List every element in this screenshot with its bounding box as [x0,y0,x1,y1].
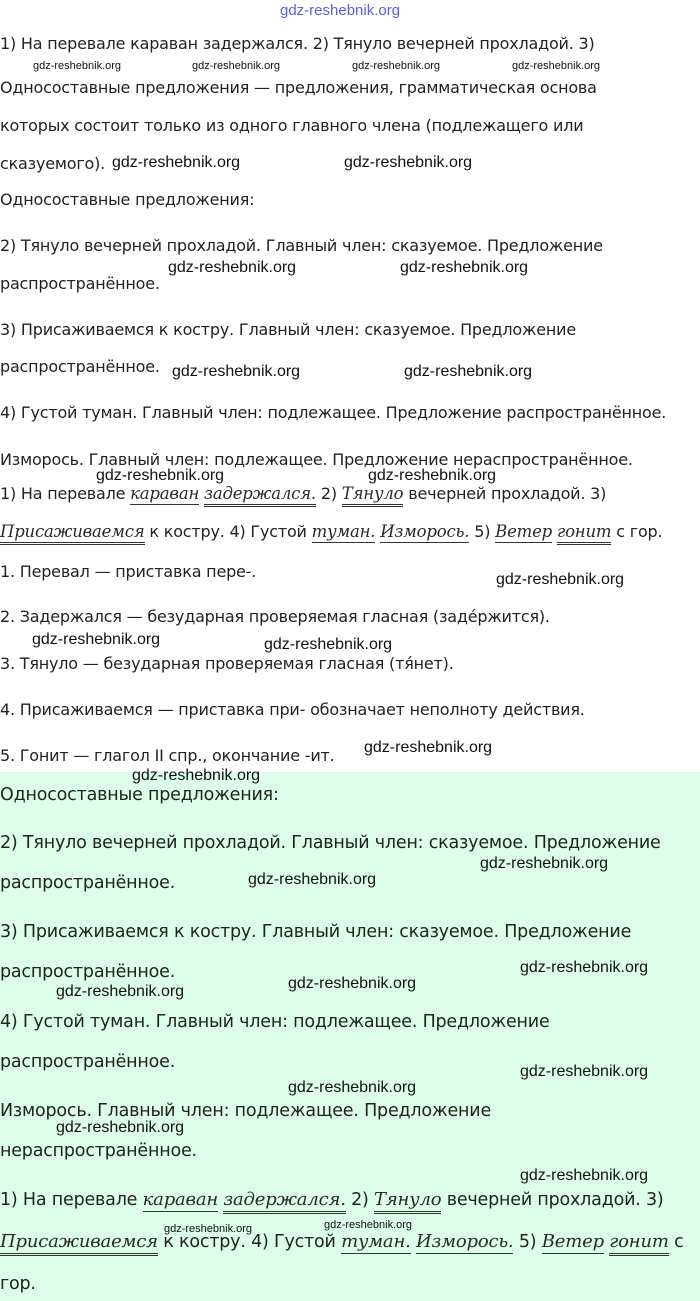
task-sentences: 1) На перевале караван задержался. 2) Тянуло вечерней прохладой. 3) [0,34,595,53]
definition-line: которых состоит только из одного главного члена (подлежащего или [0,116,584,135]
watermark: gdz-reshebnik.org [512,60,601,72]
analysis-line: Изморось. Главный член: подлежащее. Предложение нераспространённое. [0,450,633,469]
subject-word: Изморось. [380,522,470,541]
watermark: gdz-reshebnik.org [344,154,473,171]
definition-line: сказуемого). [0,154,106,173]
text: вечерней прохладой. 3) [446,1190,664,1210]
predicate-word: гонит [609,1231,668,1256]
watermark: gdz-reshebnik.org [480,855,609,872]
analysis-line: распространённое. [0,1052,176,1072]
text: вечерней прохладой. 3) [408,484,607,503]
analysis-line: распространённое. [0,274,160,293]
site-watermark: gdz-reshebnik.org [280,2,401,19]
parsed-sentence-line: гор. [0,1274,36,1294]
analysis-line: 2) Тянуло вечерней прохладой. Главный член: сказуемое. Предложение [0,833,661,853]
watermark: gdz-reshebnik.org [33,60,122,72]
predicate-word: задержался. [204,484,316,507]
watermark: gdz-reshebnik.org [288,975,417,992]
note-item: 1. Перевал — приставка пере-. [0,562,257,581]
analysis-line: распространённое. [0,962,176,982]
watermark: gdz-reshebnik.org [352,60,441,72]
predicate-word: Тянуло [342,484,404,507]
analysis-line: нераспространённое. [0,1141,197,1161]
watermark: gdz-reshebnik.org [96,467,225,484]
predicate-word: Присаживаемся [0,522,145,545]
predicate-word: гонит [557,522,611,545]
watermark: gdz-reshebnik.org [404,363,533,380]
parsed-sentence-line [0,1231,684,1252]
text: 1) На перевале [0,484,126,503]
predicate-word: Тянуло [374,1189,441,1214]
text: 5) [518,1232,537,1252]
watermark: gdz-reshebnik.org [56,1119,185,1136]
analysis-line: 2) Тянуло вечерней прохладой. Главный член: сказуемое. Предложение [0,236,603,255]
text: с [674,1232,684,1252]
analysis-line: распространённое. [0,357,160,376]
note-item: 2. Задержался — безударная проверяемая гласная (задéржится). [0,607,550,626]
watermark: gdz-reshebnik.org [32,631,161,648]
watermark: gdz-reshebnik.org [172,363,301,380]
text: к костру. 4) Густой [163,1232,336,1252]
subject-word: туман. [311,522,376,541]
subject-word: Ветер [541,1231,604,1252]
text: с гор. [616,522,663,541]
watermark: gdz-reshebnik.org [192,60,281,72]
note-item: 5. Гонит — глагол II спр., окончание -ит. [0,746,335,765]
watermark: gdz-reshebnik.org [400,259,529,276]
watermark: gdz-reshebnik.org [520,1167,649,1184]
subject-word: караван [142,1189,219,1210]
parsed-sentence-line [0,1189,664,1210]
watermark: gdz-reshebnik.org [112,154,241,171]
watermark: gdz-reshebnik.org [132,767,261,784]
text: 2) [320,484,337,503]
text: 5) [474,522,491,541]
predicate-word: задержался. [223,1189,345,1214]
analysis-line: Изморось. Главный член: подлежащее. Предложение [0,1101,492,1121]
note-item: 3. Тянуло — безударная проверяемая гласная (тя́нет). [0,654,454,673]
analysis-line: 4) Густой туман. Главный член: подлежащее. Предложение [0,1012,550,1032]
watermark: gdz-reshebnik.org [368,467,497,484]
watermark: gdz-reshebnik.org [520,959,649,976]
text: 1) На перевале [0,1190,138,1210]
watermark: gdz-reshebnik.org [164,1223,253,1235]
note-item: 4. Присаживаемся — приставка при- обозначает неполноту действия. [0,700,585,719]
subject-word: Ветер [495,522,553,541]
definition-line: Односоставные предложения — предложения, грамматическая основа [0,78,597,97]
watermark: gdz-reshebnik.org [288,1079,417,1096]
watermark: gdz-reshebnik.org [364,739,493,756]
text: 2) [351,1190,369,1210]
analysis-line: 4) Густой туман. Главный член: подлежащее. Предложение распространённое. [0,403,667,422]
text: к костру. 4) Густой [149,522,307,541]
watermark: gdz-reshebnik.org [56,983,185,1000]
predicate-word: Присаживаемся [0,1231,158,1256]
parsed-sentence-line [0,522,662,541]
watermark: gdz-reshebnik.org [496,571,625,588]
watermark: gdz-reshebnik.org [168,259,297,276]
analysis-line: 3) Присаживаемся к костру. Главный член: сказуемое. Предложение [0,320,576,339]
watermark: gdz-reshebnik.org [324,1219,413,1231]
subject-word: караван [130,484,200,503]
analysis-line: 3) Присаживаемся к костру. Главный член: сказуемое. Предложение [0,922,632,942]
analysis-line: распространённое. [0,873,176,893]
watermark: gdz-reshebnik.org [520,1063,649,1080]
subject-word: туман. [341,1231,411,1252]
watermark: gdz-reshebnik.org [248,871,377,888]
parsed-sentence-line [0,484,606,503]
subject-word: Изморось. [416,1231,514,1252]
section-heading: Односоставные предложения: [0,785,279,805]
section-heading: Односоставные предложения: [0,190,255,209]
watermark: gdz-reshebnik.org [264,636,393,653]
